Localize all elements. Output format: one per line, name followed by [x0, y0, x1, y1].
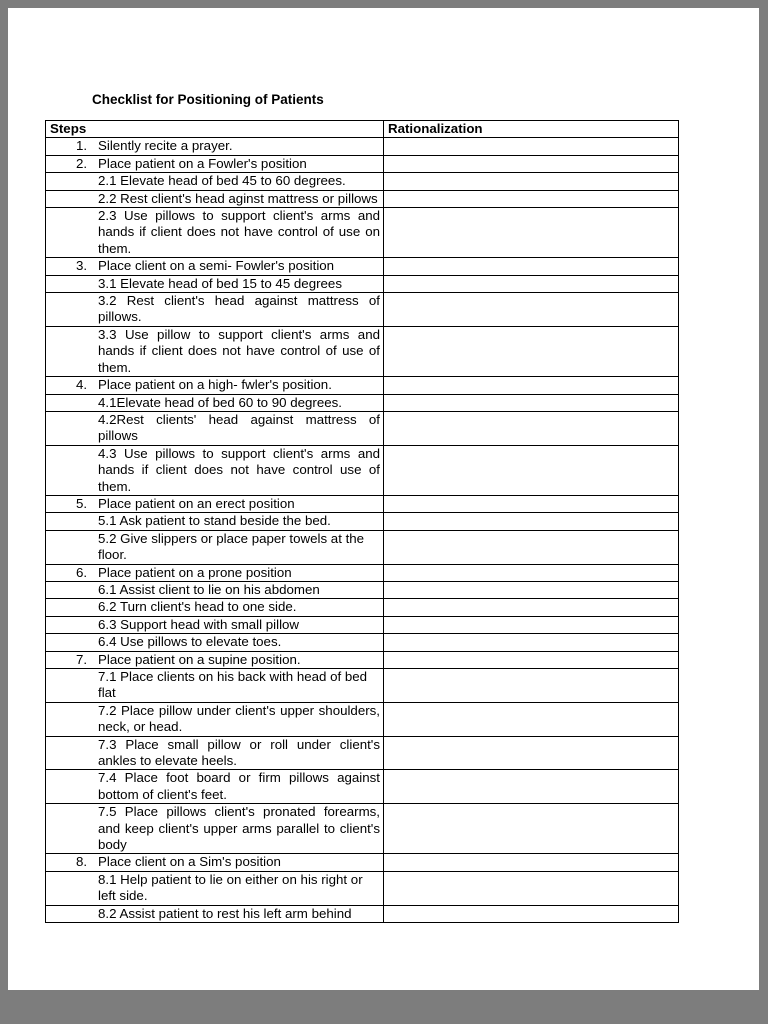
steps-cell: 4.1Elevate head of bed 60 to 90 degrees. — [46, 394, 384, 411]
steps-cell: 2.2 Rest client's head aginst mattress or pillows — [46, 190, 384, 207]
table-row — [46, 275, 679, 292]
rationalization-cell — [384, 155, 679, 172]
step-number: 7. — [76, 651, 88, 667]
rationalization-cell — [384, 377, 679, 394]
document-page — [8, 8, 759, 990]
step-number: 3. — [76, 258, 88, 274]
rationalization-cell — [384, 804, 679, 854]
rationalization-cell — [384, 326, 679, 376]
table-row — [46, 871, 679, 905]
step-number: 1. — [76, 138, 88, 154]
step-number: 5. — [76, 495, 88, 511]
table-row — [46, 736, 679, 770]
rationalization-cell — [384, 275, 679, 292]
table-row — [46, 599, 679, 616]
steps-cell: 6.2 Turn client's head to one side. — [46, 599, 384, 616]
rationalization-cell — [384, 190, 679, 207]
steps-cell: 2.3 Use pillows to support client's arms and hands if client does not have control of use on them. — [46, 208, 384, 258]
steps-cell: 7. Place patient on a supine position. — [46, 651, 384, 668]
rationalization-cell — [384, 634, 679, 651]
steps-cell: 4.3 Use pillows to support client's arms and hands if client does not have control use of them. — [46, 445, 384, 495]
step-number: 4. — [76, 377, 88, 393]
steps-cell: 6. Place patient on a prone position — [46, 564, 384, 581]
table-row — [46, 258, 679, 275]
rationalization-cell — [384, 495, 679, 512]
rationalization-cell — [384, 445, 679, 495]
rationalization-cell — [384, 736, 679, 770]
steps-cell: 5.2 Give slippers or place paper towels at the floor. — [46, 530, 384, 564]
checklist-table — [45, 120, 679, 923]
rationalization-cell — [384, 616, 679, 633]
table-row — [46, 173, 679, 190]
table-row — [46, 651, 679, 668]
steps-cell: 1. Silently recite a prayer. — [46, 138, 384, 155]
rationalization-cell — [384, 871, 679, 905]
rationalization-cell — [384, 394, 679, 411]
table-row — [46, 411, 679, 445]
table-row — [46, 208, 679, 258]
step-number: 6. — [76, 564, 88, 580]
table-row — [46, 326, 679, 376]
steps-cell: 8.2 Assist patient to rest his left arm behind — [46, 905, 384, 922]
rationalization-cell — [384, 702, 679, 736]
steps-cell: 3.3 Use pillow to support client's arms and hands if client does not have control of use of them. — [46, 326, 384, 376]
steps-cell: 6.4 Use pillows to elevate toes. — [46, 634, 384, 651]
rationalization-cell — [384, 138, 679, 155]
table-row — [46, 564, 679, 581]
rationalization-cell — [384, 258, 679, 275]
document-title: Checklist for Positioning of Patients — [92, 92, 324, 107]
table-row — [46, 190, 679, 207]
steps-cell: 6.3 Support head with small pillow — [46, 616, 384, 633]
rationalization-cell — [384, 530, 679, 564]
step-number: 8. — [76, 854, 88, 870]
rationalization-cell — [384, 770, 679, 804]
steps-cell: 2.1 Elevate head of bed 45 to 60 degrees. — [46, 173, 384, 190]
table-row — [46, 905, 679, 922]
table-row — [46, 702, 679, 736]
table-row — [46, 377, 679, 394]
table-row — [46, 530, 679, 564]
steps-cell: 7.4 Place foot board or firm pillows against bottom of client's feet. — [46, 770, 384, 804]
steps-cell: 8. Place client on a Sim's position — [46, 854, 384, 871]
rationalization-cell — [384, 293, 679, 327]
rationalization-cell — [384, 669, 679, 703]
steps-cell: 6.1 Assist client to lie on his abdomen — [46, 581, 384, 598]
steps-cell: 4. Place patient on a high- fwler's position. — [46, 377, 384, 394]
steps-cell: 3.2 Rest client's head against mattress of pillows. — [46, 293, 384, 327]
table-row — [46, 495, 679, 512]
rationalization-cell — [384, 905, 679, 922]
rationalization-cell — [384, 564, 679, 581]
table-row — [46, 634, 679, 651]
table-header-row — [46, 121, 679, 138]
step-number: 2. — [76, 155, 88, 171]
steps-column-header: Steps — [46, 121, 384, 138]
rationalization-cell — [384, 513, 679, 530]
steps-cell: 4.2Rest clients' head against mattress of pillows — [46, 411, 384, 445]
rationalization-cell — [384, 208, 679, 258]
steps-cell: 7.5 Place pillows client's pronated forearms, and keep client's upper arms parallel to client's body — [46, 804, 384, 854]
rationalization-cell — [384, 599, 679, 616]
steps-cell: 7.1 Place clients on his back with head of bed flat — [46, 669, 384, 703]
table-row — [46, 138, 679, 155]
rationalization-column-header: Rationalization — [384, 121, 679, 138]
table-row — [46, 513, 679, 530]
rationalization-cell — [384, 651, 679, 668]
rationalization-cell — [384, 581, 679, 598]
steps-cell: 8.1 Help patient to lie on either on his right or left side. — [46, 871, 384, 905]
table-row — [46, 155, 679, 172]
rationalization-cell — [384, 173, 679, 190]
steps-cell: 7.3 Place small pillow or roll under client's ankles to elevate heels. — [46, 736, 384, 770]
steps-cell: 2. Place patient on a Fowler's position — [46, 155, 384, 172]
table-row — [46, 616, 679, 633]
steps-cell: 7.2 Place pillow under client's upper shoulders, neck, or head. — [46, 702, 384, 736]
rationalization-cell — [384, 411, 679, 445]
table-row — [46, 804, 679, 854]
table-body — [46, 138, 679, 923]
steps-cell: 3.1 Elevate head of bed 15 to 45 degrees — [46, 275, 384, 292]
table-row — [46, 669, 679, 703]
table-row — [46, 445, 679, 495]
table-row — [46, 770, 679, 804]
steps-cell: 5.1 Ask patient to stand beside the bed. — [46, 513, 384, 530]
table-row — [46, 394, 679, 411]
table-row — [46, 293, 679, 327]
table-row — [46, 581, 679, 598]
steps-cell: 5. Place patient on an erect position — [46, 495, 384, 512]
table-row — [46, 854, 679, 871]
steps-cell: 3. Place client on a semi- Fowler's position — [46, 258, 384, 275]
rationalization-cell — [384, 854, 679, 871]
